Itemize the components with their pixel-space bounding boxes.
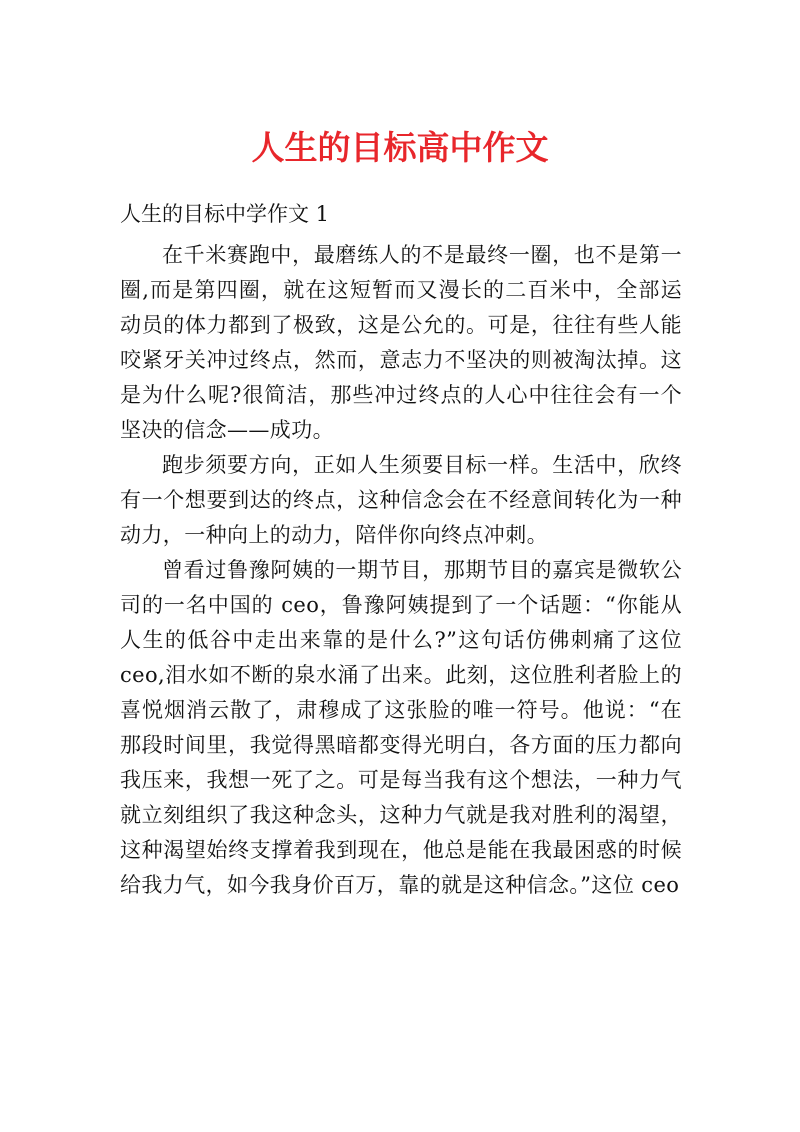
document-body: [120, 238, 682, 903]
paragraph-1: 在千米赛跑中，最磨练人的不是最终一圈，也不是第一圈,而是第四圈，就在这短暂而又漫长的二百米中，全部运动员的体力都到了极致，这是公允的。可是，往往有些人能咬紧牙关冲过终点，然而，意志力不坚决的则被淘汰掉。这是为什么呢?很简洁，那些冲过终点的人心中往往会有一个坚决的信念——成功。: [120, 243, 682, 442]
paragraph-3: 曾看过鲁豫阿姨的一期节目，那期节目的嘉宾是微软公司的一名中国的 ceo，鲁豫阿姨提到了一个话题：“你能从人生的低谷中走出来靠的是什么?”这句话仿佛刺痛了这位 ceo,泪水如不断的泉水涌了出来。此刻，这位胜利者脸上的喜悦烟消云散了，肃穆成了这张脸的唯一符号。他说：“在那段时间里，我觉得黑暗都变得光明白，各方面的压力都向我压来，我想一死了之。可是每当我有这个想法，一种力气就立刻组织了我这种念头，这种力气就是我对胜利的渴望，这种渴望始终支撑着我到现在，他总是能在我最困惑的时候给我力气，如今我身价百万，靠的就是这种信念。”这位 ceo: [120, 558, 682, 897]
document-subtitle: 人生的目标中学作文 1: [120, 202, 330, 226]
paragraph-2: 跑步须要方向，正如人生须要目标一样。生活中，欣终有一个想要到达的终点，这种信念会在不经意间转化为一种动力，一种向上的动力，陪伴你向终点冲刺。: [120, 453, 682, 547]
document-title: 人生的目标高中作文: [251, 128, 549, 167]
